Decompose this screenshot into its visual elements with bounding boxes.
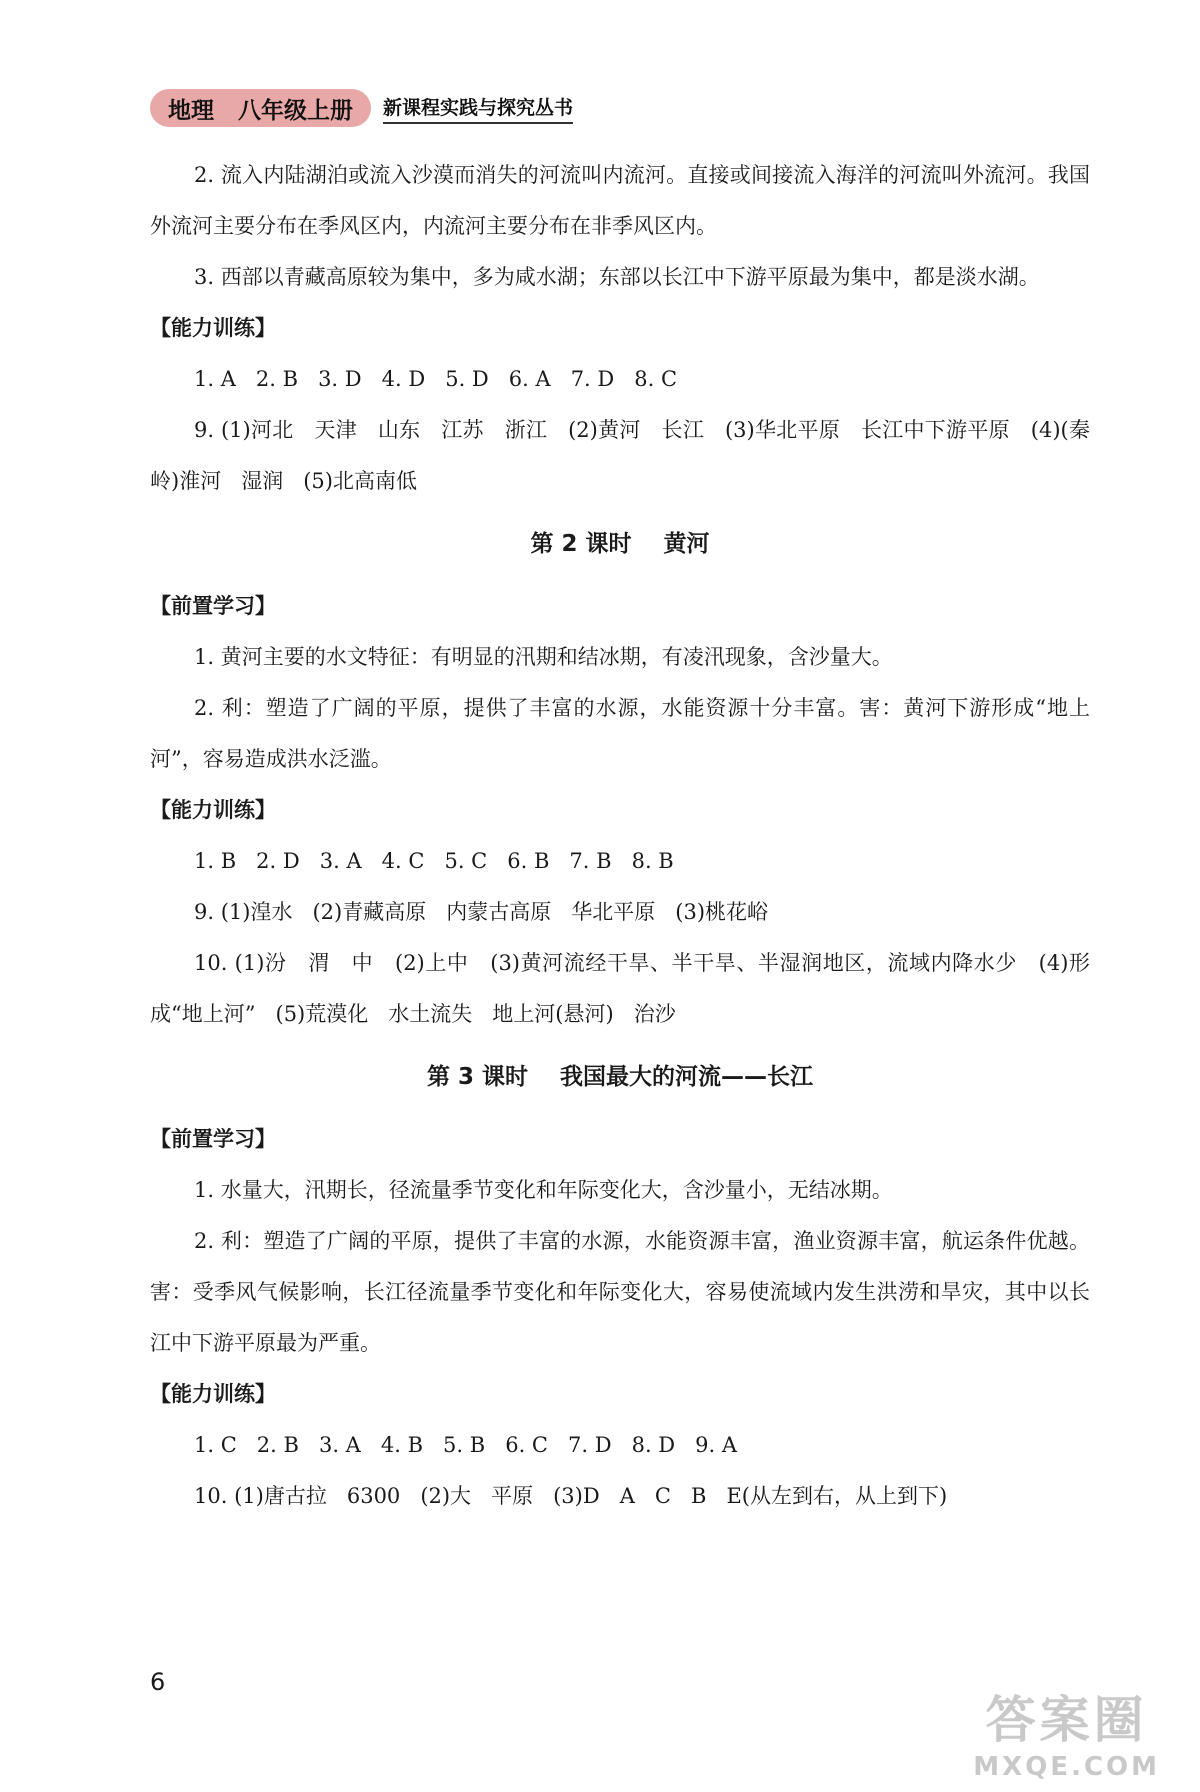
- section-heading-training: 【能力训练】: [150, 316, 276, 340]
- page-header: [150, 88, 573, 128]
- header-subject: 地理: [168, 97, 214, 124]
- watermark-logo: [973, 1680, 1160, 1782]
- answer-paragraph: 1. 水量大，汛期长，径流量季节变化和年际变化大，含沙量小，无结冰期。: [194, 1178, 893, 1202]
- answer-paragraph: 2. 利：塑造了广阔的平原，提供了丰富的水源，水能资源丰富，渔业资源丰富，航运条件优越。害：受季风气候影响，长江径流量季节变化和年际变化大，容易使流域内发生洪涝和旱灾，其中以长江中下游平原最为严重。: [150, 1229, 1090, 1355]
- answer-line: 1. C 2. B 3. A 4. B 5. B 6. C 7. D 8. D 9. A: [194, 1433, 738, 1457]
- page-number: 6: [150, 1668, 166, 1696]
- section-heading-training: 【能力训练】: [150, 1382, 276, 1406]
- watermark-url: MXQE.COM: [973, 1752, 1160, 1782]
- answer-line: 10. (1)唐古拉 6300 (2)大 平原 (3)D A C B E(从左到右，从上到下): [194, 1484, 948, 1508]
- answer-paragraph: 2. 利：塑造了广阔的平原，提供了丰富的水源，水能资源十分丰富。害：黄河下游形成“地上河”，容易造成洪水泛滥。: [150, 696, 1090, 771]
- page-content: [150, 150, 1090, 1522]
- section-heading-training: 【能力训练】: [150, 798, 276, 822]
- section-heading-preview: 【前置学习】: [150, 594, 276, 618]
- section-heading-preview: 【前置学习】: [150, 1127, 276, 1151]
- answer-line: 1. B 2. D 3. A 4. C 5. C 6. B 7. B 8. B: [194, 849, 674, 873]
- answer-paragraph: 9. (1)河北 天津 山东 江苏 浙江 (2)黄河 长江 (3)华北平原 长江中下游平原 (4)(秦岭)淮河 湿润 (5)北高南低: [150, 418, 1090, 493]
- subject-grade-badge: [150, 89, 371, 127]
- header-grade: 八年级上册: [238, 97, 353, 124]
- answer-line: 1. A 2. B 3. D 4. D 5. D 6. A 7. D 8. C: [194, 367, 678, 391]
- answer-paragraph: 2. 流入内陆湖泊或流入沙漠而消失的河流叫内流河。直接或间接流入海洋的河流叫外流河。我国外流河主要分布在季风区内，内流河主要分布在非季风区内。: [150, 163, 1090, 238]
- answer-paragraph: 3. 西部以青藏高原较为集中，多为咸水湖；东部以长江中下游平原最为集中，都是淡水湖。: [194, 265, 1040, 289]
- watermark-text: 答案圈: [985, 1691, 1148, 1749]
- lesson-title: 第 3 课时 我国最大的河流——长江: [426, 1064, 814, 1090]
- answer-line: 9. (1)湟水 (2)青藏高原 内蒙古高原 华北平原 (3)桃花峪: [194, 900, 769, 924]
- answer-paragraph: 1. 黄河主要的水文特征：有明显的汛期和结冰期，有凌汛现象，含沙量大。: [194, 645, 893, 669]
- answer-paragraph: 10. (1)汾 渭 中 (2)上中 (3)黄河流经干旱、半干旱、半湿润地区，流域内降水少 (4)形成“地上河” (5)荒漠化 水土流失 地上河(悬河) 治沙: [150, 951, 1090, 1026]
- lesson-title: 第 2 课时 黄河: [530, 531, 710, 557]
- header-series: 新课程实践与探究丛书: [383, 93, 573, 124]
